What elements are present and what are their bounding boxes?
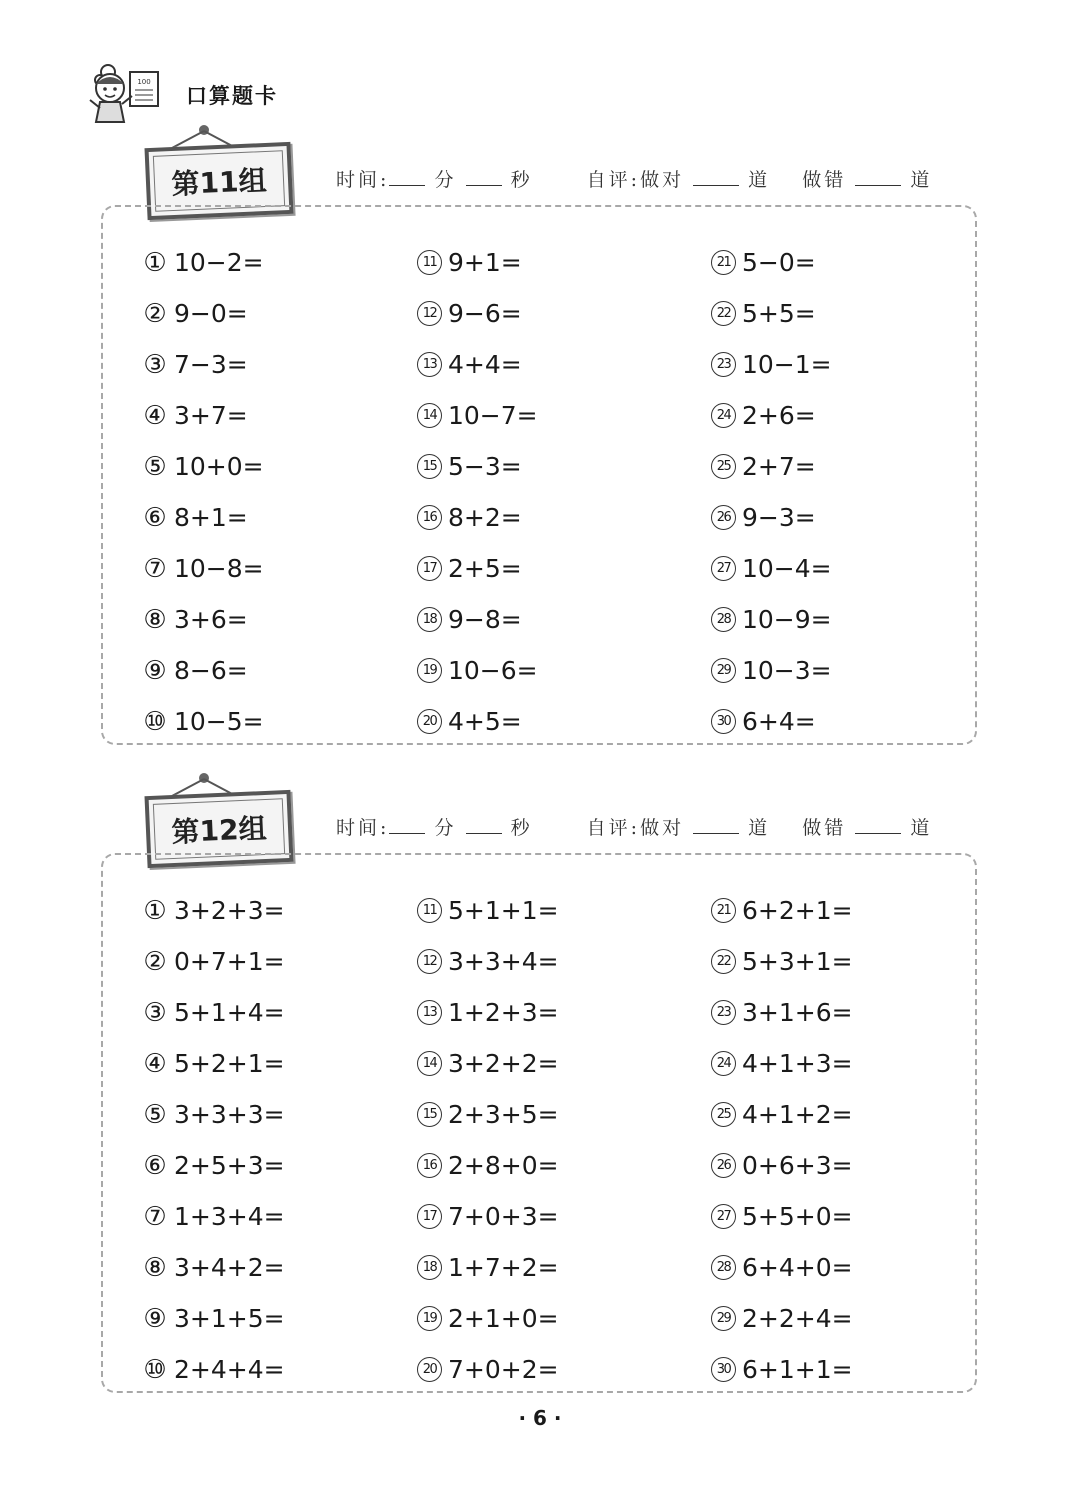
problem-item bbox=[141, 441, 264, 492]
problem-number: ① bbox=[143, 247, 166, 278]
group-label: 第11组 bbox=[170, 163, 268, 202]
problem-number: 29 bbox=[711, 1306, 736, 1331]
problem-number: ⑦ bbox=[143, 553, 166, 584]
problem-number: ② bbox=[143, 946, 166, 977]
wrong-blank[interactable] bbox=[855, 167, 901, 186]
problem-item bbox=[141, 1038, 285, 1089]
problem-expression: 10−6= bbox=[448, 656, 538, 685]
problem-column bbox=[711, 885, 853, 1395]
problem-number: 17 bbox=[417, 556, 442, 581]
problem-item bbox=[417, 987, 559, 1038]
problem-expression: 10+0= bbox=[174, 452, 264, 481]
problem-item bbox=[417, 1038, 559, 1089]
problems-box bbox=[101, 853, 977, 1393]
problem-item bbox=[141, 492, 264, 543]
problem-expression: 10−1= bbox=[742, 350, 832, 379]
problem-number: 29 bbox=[711, 658, 736, 683]
problem-item bbox=[141, 237, 264, 288]
problem-column bbox=[417, 237, 538, 747]
score-meta bbox=[336, 813, 956, 840]
problem-item bbox=[417, 1293, 559, 1344]
problem-number: 19 bbox=[417, 1306, 442, 1331]
header-title: 口算题卡 bbox=[186, 84, 278, 108]
problem-number: 21 bbox=[711, 898, 736, 923]
problem-number: 24 bbox=[711, 1051, 736, 1076]
problem-expression: 9−3= bbox=[742, 503, 816, 532]
problem-expression: 2+2+4= bbox=[742, 1304, 853, 1333]
problem-expression: 10−9= bbox=[742, 605, 832, 634]
problem-number: 27 bbox=[711, 1204, 736, 1229]
problem-item bbox=[711, 339, 832, 390]
correct-blank[interactable] bbox=[693, 815, 739, 834]
problem-item bbox=[711, 1140, 853, 1191]
page-header bbox=[86, 58, 346, 128]
score-meta bbox=[336, 165, 956, 192]
problem-expression: 5+5= bbox=[742, 299, 816, 328]
problem-item bbox=[141, 936, 285, 987]
problem-item bbox=[141, 339, 264, 390]
problem-number: 18 bbox=[417, 607, 442, 632]
minute-label: 分 bbox=[434, 169, 457, 191]
problems-box bbox=[101, 205, 977, 745]
problem-item bbox=[417, 1191, 559, 1242]
problem-expression: 4+1+3= bbox=[742, 1049, 853, 1078]
problem-expression: 2+3+5= bbox=[448, 1100, 559, 1129]
problem-expression: 9−6= bbox=[448, 299, 522, 328]
problem-expression: 3+6= bbox=[174, 605, 248, 634]
problem-expression: 9−0= bbox=[174, 299, 248, 328]
problem-item bbox=[711, 492, 832, 543]
problem-item bbox=[711, 885, 853, 936]
problem-item bbox=[711, 1242, 853, 1293]
problem-number: 16 bbox=[417, 505, 442, 530]
group-label: 第12组 bbox=[170, 811, 268, 850]
self-eval-label: 自评:做对 bbox=[586, 169, 685, 191]
wrong-label: 做错 bbox=[802, 169, 847, 191]
problem-number: 26 bbox=[711, 505, 736, 530]
problem-number: 13 bbox=[417, 352, 442, 377]
problem-item bbox=[711, 1344, 853, 1395]
problem-item bbox=[417, 885, 559, 936]
problem-item bbox=[417, 237, 538, 288]
problem-expression: 2+4+4= bbox=[174, 1355, 285, 1384]
problem-item bbox=[141, 390, 264, 441]
problem-number: 30 bbox=[711, 1357, 736, 1382]
second-label: 秒 bbox=[510, 169, 533, 191]
problem-expression: 10−8= bbox=[174, 554, 264, 583]
problem-item bbox=[141, 1344, 285, 1395]
problem-expression: 7+0+3= bbox=[448, 1202, 559, 1231]
board-text: 100 bbox=[137, 78, 151, 86]
problem-number: 28 bbox=[711, 607, 736, 632]
problem-number: ⑩ bbox=[143, 706, 166, 737]
problem-expression: 6+2+1= bbox=[742, 896, 853, 925]
problem-expression: 3+3+3= bbox=[174, 1100, 285, 1129]
problem-number: ⑤ bbox=[143, 1099, 166, 1130]
problem-expression: 2+5+3= bbox=[174, 1151, 285, 1180]
problem-item bbox=[417, 492, 538, 543]
problem-item bbox=[417, 594, 538, 645]
problem-item bbox=[417, 936, 559, 987]
dao-label: 道 bbox=[748, 817, 771, 839]
problem-number: ① bbox=[143, 895, 166, 926]
problem-item bbox=[417, 288, 538, 339]
problem-number: ⑥ bbox=[143, 1150, 166, 1181]
problem-expression: 6+1+1= bbox=[742, 1355, 853, 1384]
problem-item bbox=[711, 696, 832, 747]
wrong-label: 做错 bbox=[802, 817, 847, 839]
problem-expression: 8+1= bbox=[174, 503, 248, 532]
problem-expression: 6+4= bbox=[742, 707, 816, 736]
problem-number: 25 bbox=[711, 454, 736, 479]
problem-expression: 3+2+2= bbox=[448, 1049, 559, 1078]
correct-blank[interactable] bbox=[693, 167, 739, 186]
problem-expression: 10−4= bbox=[742, 554, 832, 583]
problem-item bbox=[711, 1293, 853, 1344]
seconds-blank[interactable] bbox=[466, 167, 502, 186]
problem-expression: 2+5= bbox=[448, 554, 522, 583]
problem-expression: 7−3= bbox=[174, 350, 248, 379]
problem-item bbox=[711, 1191, 853, 1242]
problem-expression: 2+8+0= bbox=[448, 1151, 559, 1180]
problem-item bbox=[711, 288, 832, 339]
problem-number: 22 bbox=[711, 949, 736, 974]
problem-expression: 3+2+3= bbox=[174, 896, 285, 925]
problem-item bbox=[141, 1191, 285, 1242]
problem-number: 15 bbox=[417, 1102, 442, 1127]
problem-number: 27 bbox=[711, 556, 736, 581]
problem-number: 24 bbox=[711, 403, 736, 428]
problem-number: 22 bbox=[711, 301, 736, 326]
dao-label: 道 bbox=[910, 169, 933, 191]
problem-item bbox=[417, 543, 538, 594]
problem-number: 18 bbox=[417, 1255, 442, 1280]
problem-number: ⑨ bbox=[143, 655, 166, 686]
problem-item bbox=[711, 987, 853, 1038]
problem-item bbox=[141, 594, 264, 645]
problem-expression: 8−6= bbox=[174, 656, 248, 685]
problem-expression: 3+1+5= bbox=[174, 1304, 285, 1333]
problem-item bbox=[141, 1293, 285, 1344]
problem-expression: 10−2= bbox=[174, 248, 264, 277]
problem-item bbox=[711, 936, 853, 987]
problem-number: 15 bbox=[417, 454, 442, 479]
problem-number: ⑧ bbox=[143, 604, 166, 635]
problem-expression: 1+3+4= bbox=[174, 1202, 285, 1231]
problem-expression: 7+0+2= bbox=[448, 1355, 559, 1384]
problem-number: 11 bbox=[417, 898, 442, 923]
problem-expression: 3+7= bbox=[174, 401, 248, 430]
problem-number: 25 bbox=[711, 1102, 736, 1127]
problem-expression: 5+5+0= bbox=[742, 1202, 853, 1231]
problem-expression: 10−3= bbox=[742, 656, 832, 685]
problem-number: ⑦ bbox=[143, 1201, 166, 1232]
problem-item bbox=[711, 1089, 853, 1140]
problem-item bbox=[711, 390, 832, 441]
problem-item bbox=[141, 288, 264, 339]
problem-item bbox=[141, 885, 285, 936]
self-eval-label: 自评:做对 bbox=[586, 817, 685, 839]
problem-expression: 10−7= bbox=[448, 401, 538, 430]
problem-number: 23 bbox=[711, 352, 736, 377]
problem-expression: 6+4+0= bbox=[742, 1253, 853, 1282]
problem-expression: 5−0= bbox=[742, 248, 816, 277]
time-label: 时间: bbox=[336, 817, 390, 839]
problem-number: ② bbox=[143, 298, 166, 329]
problem-item bbox=[711, 1038, 853, 1089]
problem-item bbox=[417, 441, 538, 492]
dao-label: 道 bbox=[748, 169, 771, 191]
problem-item bbox=[417, 645, 538, 696]
problem-item bbox=[417, 1089, 559, 1140]
problem-item bbox=[417, 390, 538, 441]
problem-number: 20 bbox=[417, 709, 442, 734]
problem-number: 23 bbox=[711, 1000, 736, 1025]
dao-label: 道 bbox=[910, 817, 933, 839]
page-number: · 6 · bbox=[518, 1406, 562, 1430]
problem-number: 30 bbox=[711, 709, 736, 734]
problem-expression: 4+1+2= bbox=[742, 1100, 853, 1129]
problem-number: ④ bbox=[143, 1048, 166, 1079]
problem-number: 12 bbox=[417, 301, 442, 326]
wrong-blank[interactable] bbox=[855, 815, 901, 834]
problem-expression: 3+1+6= bbox=[742, 998, 853, 1027]
problem-number: 20 bbox=[417, 1357, 442, 1382]
time-label: 时间: bbox=[336, 169, 390, 191]
problem-expression: 0+7+1= bbox=[174, 947, 285, 976]
problem-expression: 2+7= bbox=[742, 452, 816, 481]
problem-expression: 1+2+3= bbox=[448, 998, 559, 1027]
problem-number: 26 bbox=[711, 1153, 736, 1178]
problem-expression: 9−8= bbox=[448, 605, 522, 634]
problem-item bbox=[417, 1242, 559, 1293]
problem-item bbox=[417, 1140, 559, 1191]
problem-column bbox=[711, 237, 832, 747]
problem-item bbox=[417, 339, 538, 390]
problem-item bbox=[417, 696, 538, 747]
problem-item bbox=[711, 237, 832, 288]
problem-expression: 5+1+4= bbox=[174, 998, 285, 1027]
problem-expression: 10−5= bbox=[174, 707, 264, 736]
problem-expression: 0+6+3= bbox=[742, 1151, 853, 1180]
problem-number: ⑩ bbox=[143, 1354, 166, 1385]
problem-expression: 4+4= bbox=[448, 350, 522, 379]
problem-number: ⑧ bbox=[143, 1252, 166, 1283]
second-label: 秒 bbox=[510, 817, 533, 839]
problem-number: 14 bbox=[417, 1051, 442, 1076]
problem-expression: 8+2= bbox=[448, 503, 522, 532]
problem-number: 21 bbox=[711, 250, 736, 275]
minute-label: 分 bbox=[434, 817, 457, 839]
problem-column bbox=[141, 237, 264, 747]
problem-number: 28 bbox=[711, 1255, 736, 1280]
problem-number: 14 bbox=[417, 403, 442, 428]
problem-expression: 5−3= bbox=[448, 452, 522, 481]
problem-expression: 3+3+4= bbox=[448, 947, 559, 976]
problem-expression: 2+1+0= bbox=[448, 1304, 559, 1333]
problem-number: ④ bbox=[143, 400, 166, 431]
section-group-11 bbox=[0, 125, 1080, 765]
problem-item bbox=[141, 987, 285, 1038]
problem-item bbox=[711, 441, 832, 492]
problem-expression: 2+6= bbox=[742, 401, 816, 430]
problem-number: 17 bbox=[417, 1204, 442, 1229]
problem-item bbox=[141, 645, 264, 696]
seconds-blank[interactable] bbox=[466, 815, 502, 834]
problem-expression: 1+7+2= bbox=[448, 1253, 559, 1282]
minutes-blank[interactable] bbox=[389, 167, 425, 186]
problem-number: 12 bbox=[417, 949, 442, 974]
problem-item bbox=[141, 1089, 285, 1140]
problem-number: ⑨ bbox=[143, 1303, 166, 1334]
problem-number: 16 bbox=[417, 1153, 442, 1178]
section-group-12 bbox=[0, 773, 1080, 1413]
problem-column bbox=[141, 885, 285, 1395]
problem-expression: 9+1= bbox=[448, 248, 522, 277]
problem-item bbox=[141, 696, 264, 747]
problem-column bbox=[417, 885, 559, 1395]
girl-mascot-icon bbox=[86, 58, 166, 128]
problem-item bbox=[711, 594, 832, 645]
problem-item bbox=[711, 543, 832, 594]
problem-number: ③ bbox=[143, 997, 166, 1028]
problem-number: ⑥ bbox=[143, 502, 166, 533]
problem-expression: 5+3+1= bbox=[742, 947, 853, 976]
problem-item bbox=[417, 1344, 559, 1395]
problem-number: 19 bbox=[417, 658, 442, 683]
problem-item bbox=[141, 1140, 285, 1191]
problem-number: ⑤ bbox=[143, 451, 166, 482]
problem-item bbox=[711, 645, 832, 696]
problem-expression: 3+4+2= bbox=[174, 1253, 285, 1282]
problem-item bbox=[141, 543, 264, 594]
problem-number: 11 bbox=[417, 250, 442, 275]
problem-item bbox=[141, 1242, 285, 1293]
minutes-blank[interactable] bbox=[389, 815, 425, 834]
problem-expression: 5+1+1= bbox=[448, 896, 559, 925]
problem-expression: 5+2+1= bbox=[174, 1049, 285, 1078]
problem-number: 13 bbox=[417, 1000, 442, 1025]
problem-number: ③ bbox=[143, 349, 166, 380]
problem-expression: 4+5= bbox=[448, 707, 522, 736]
